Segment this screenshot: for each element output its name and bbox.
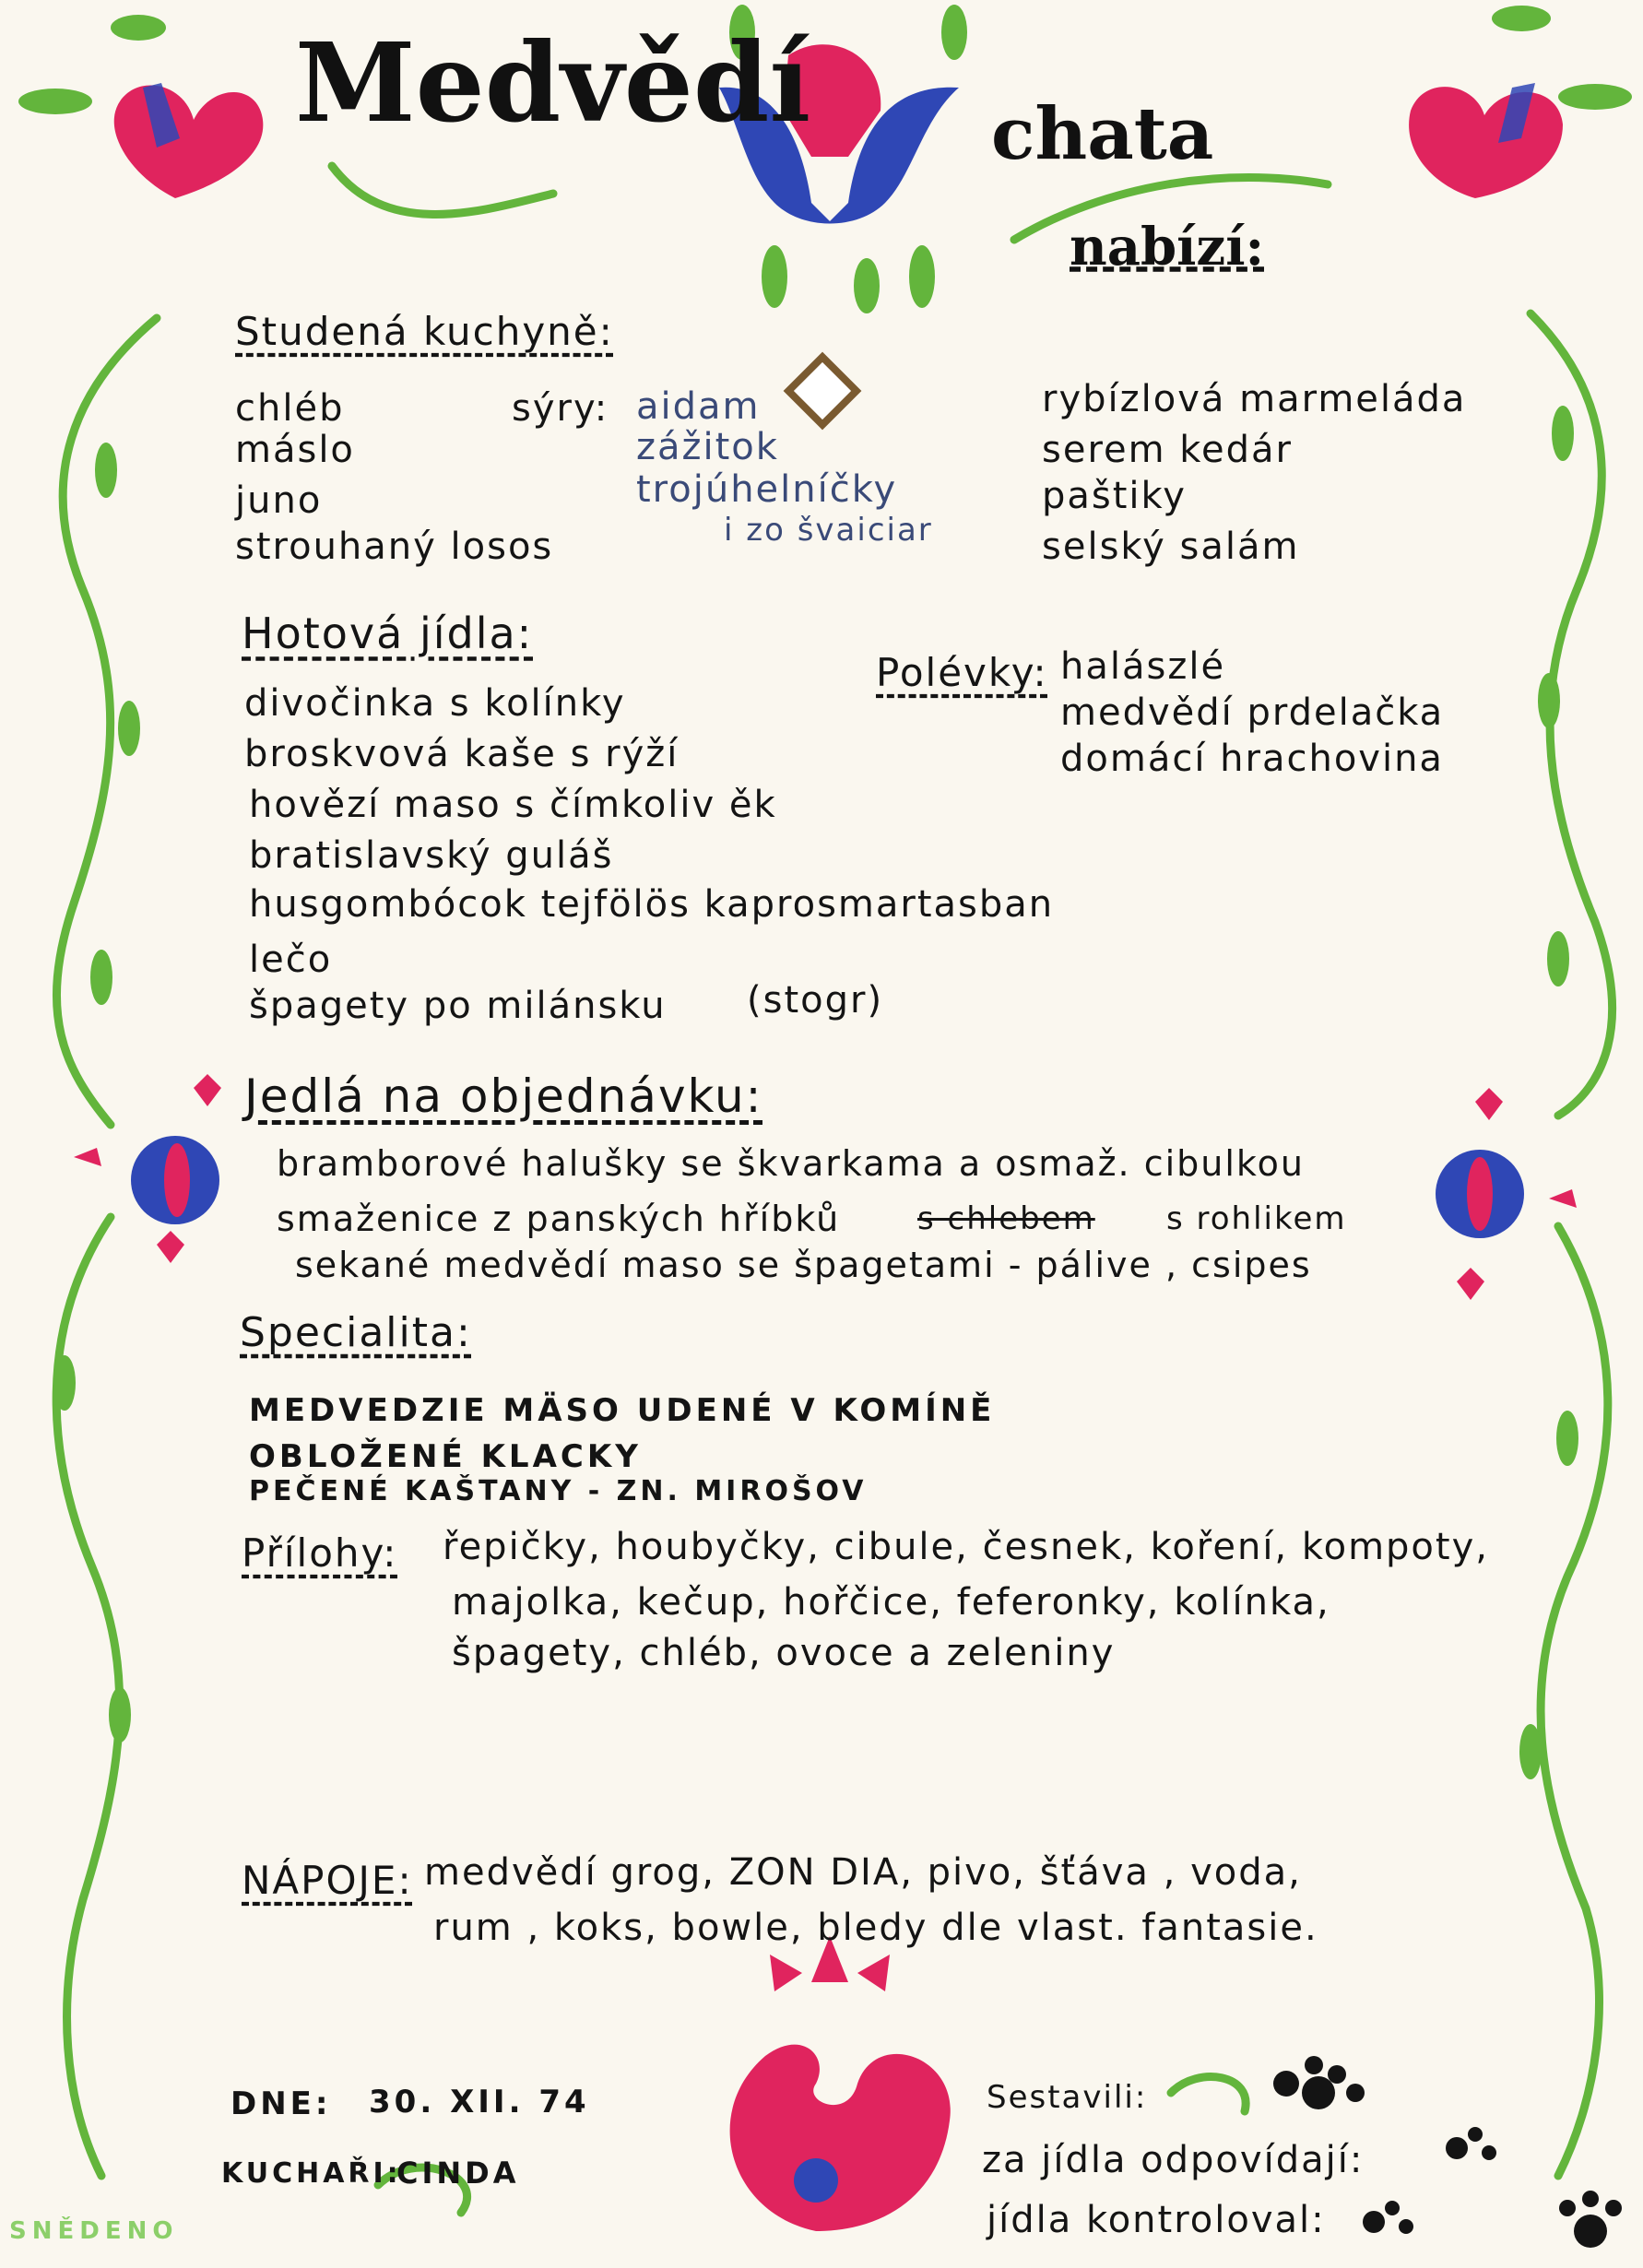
controlled-label: jídla kontroloval: — [987, 2199, 1326, 2241]
cold-kitchen-item: paštiky — [1042, 475, 1187, 517]
sides-heading: Přílohy: — [242, 1530, 398, 1576]
order-meal-alt: s rohlikem — [1166, 1200, 1347, 1237]
order-meal-item: bramborové halušky se škvarkama a osmaž. cibulkou — [277, 1143, 1305, 1184]
cold-kitchen-item: strouhaný losos — [235, 526, 554, 568]
soup-item: halászlé — [1060, 645, 1226, 688]
cooks-label: KUCHAŘI: — [221, 2157, 402, 2190]
order-meal-item: sekané medvědí maso se špagetami - pálive , csipes — [295, 1245, 1312, 1285]
cold-kitchen-item: juno — [235, 479, 323, 522]
drinks-line: rum , koks, bowle, bledy dle vlast. fantasie. — [433, 1907, 1318, 1949]
responsible-label: za jídla odpovídají: — [982, 2139, 1365, 2181]
sides-line: špagety, chléb, ovoce a zeleniny — [452, 1632, 1116, 1674]
ready-meal-item: hovězí maso s čímkoliv ěk — [249, 784, 777, 826]
cold-kitchen-item: serem kedár — [1042, 429, 1293, 471]
date-value: 30. XII. 74 — [369, 2084, 590, 2120]
cheese-item: zážitok — [636, 426, 779, 468]
drinks-heading: NÁPOJE: — [242, 1858, 413, 1903]
cheese-item: i zo švaiciar — [724, 512, 933, 549]
ready-meal-item: husgombócok tejfölös kaprosmartasban — [249, 883, 1055, 926]
soups-heading: Polévky: — [876, 650, 1048, 695]
specialty-item: PEČENÉ KAŠTANY - ZN. MIROŠOV — [249, 1475, 868, 1507]
title-right: chata — [991, 92, 1214, 176]
specialty-item: OBLOŽENÉ KLACKY — [249, 1438, 642, 1475]
ready-meal-note: (stogr) — [747, 979, 884, 1022]
eaten-stamp: SNĚDENO — [9, 2217, 179, 2245]
title-left: Medvědí — [295, 18, 811, 147]
specialty-item: MEDVEDZIE MÄSO UDENÉ V KOMÍNĚ — [249, 1392, 996, 1429]
compiled-label: Sestavili: — [987, 2079, 1148, 2116]
cooks-value: CINDA — [396, 2156, 520, 2191]
ready-meal-item: bratislavský guláš — [249, 834, 614, 877]
cheese-item: aidam — [636, 385, 761, 428]
ready-meal-item: broskvová kaše s rýží — [244, 733, 680, 775]
order-meal-struck: s chlebem — [917, 1200, 1095, 1237]
cheese-item: trojúhelníčky — [636, 468, 898, 511]
sides-line: řepičky, houbyčky, cibule, česnek, koření, kompoty, — [443, 1526, 1489, 1568]
cold-kitchen-heading: Studená kuchyně: — [235, 309, 614, 354]
cold-kitchen-item: máslo — [235, 429, 355, 471]
specialty-heading: Specialita: — [240, 1309, 472, 1356]
cold-kitchen-item: chléb — [235, 387, 345, 430]
order-meals-heading: Jedlá na objednávku: — [244, 1069, 763, 1123]
sides-line: majolka, kečup, hořčice, feferonky, kolínka, — [452, 1581, 1330, 1624]
soup-item: medvědí prdelačka — [1060, 691, 1445, 734]
ready-meal-item: lečo — [249, 939, 333, 981]
cold-kitchen-item: rybízlová marmeláda — [1042, 378, 1467, 420]
ready-meals-heading: Hotová jídla: — [242, 608, 534, 658]
drinks-line: medvědí grog, ZON DIA, pivo, šťáva , voda, — [424, 1851, 1302, 1894]
ready-meal-item: špagety po milánsku — [249, 985, 667, 1027]
ready-meal-item: divočinka s kolínky — [244, 682, 626, 725]
soup-item: domácí hrachovina — [1060, 738, 1444, 780]
subtitle: nabízí: — [1070, 217, 1265, 278]
order-meal-item: smaženice z panských hříbků — [277, 1199, 841, 1239]
cold-kitchen-item: selský salám — [1042, 526, 1300, 568]
date-label: DNE: — [230, 2085, 332, 2122]
cheese-label: sýry: — [512, 387, 609, 430]
